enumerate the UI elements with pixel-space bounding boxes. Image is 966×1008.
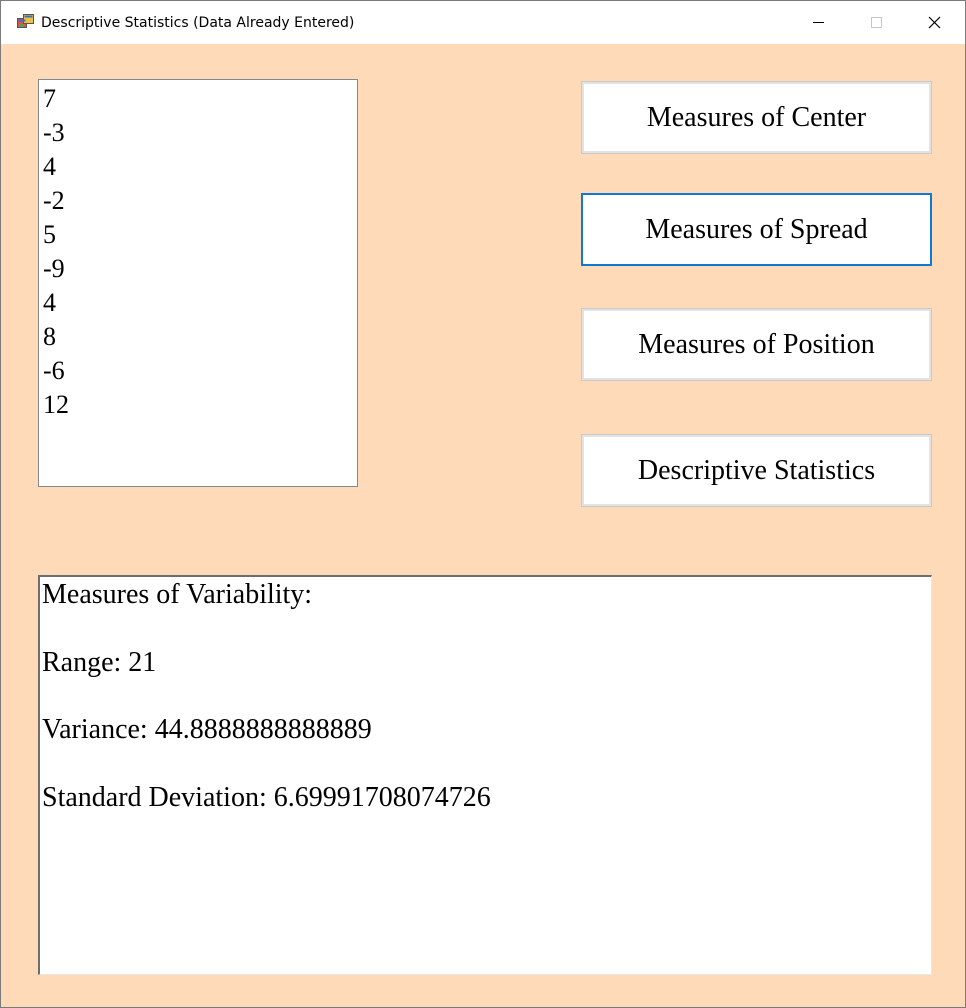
standard-deviation-result: Standard Deviation: 6.69991708074726 [42, 782, 491, 813]
data-listbox[interactable] [38, 79, 358, 487]
measures-of-spread-button[interactable]: Measures of Spread [581, 193, 932, 266]
descriptive-statistics-button[interactable]: Descriptive Statistics [581, 434, 932, 507]
list-item[interactable]: -3 [43, 118, 65, 147]
minimize-button[interactable] [789, 1, 847, 44]
range-result: Range: 21 [42, 647, 157, 678]
app-icon [17, 14, 34, 31]
results-heading: Measures of Variability: [42, 579, 313, 610]
results-textbox[interactable] [38, 575, 932, 975]
measures-of-center-button[interactable]: Measures of Center [581, 81, 932, 154]
list-item[interactable]: -2 [43, 186, 65, 215]
measures-of-position-button[interactable]: Measures of Position [581, 308, 932, 381]
list-item[interactable]: 4 [43, 288, 56, 317]
minimize-icon [789, 1, 847, 44]
variance-result: Variance: 44.8888888888889 [42, 714, 372, 745]
list-item[interactable]: 12 [43, 390, 69, 419]
title-bar[interactable] [1, 1, 965, 44]
list-item[interactable]: 8 [43, 322, 56, 351]
list-item[interactable]: -9 [43, 254, 65, 283]
maximize-icon [847, 1, 905, 44]
close-icon [905, 1, 963, 44]
list-item[interactable]: 4 [43, 152, 56, 181]
list-item[interactable]: 7 [43, 84, 56, 113]
list-item[interactable]: 5 [43, 220, 56, 249]
list-item[interactable]: -6 [43, 356, 65, 385]
window-title: Descriptive Statistics (Data Already Entered) [41, 15, 355, 31]
close-button[interactable] [905, 1, 963, 44]
maximize-button[interactable] [847, 1, 905, 44]
